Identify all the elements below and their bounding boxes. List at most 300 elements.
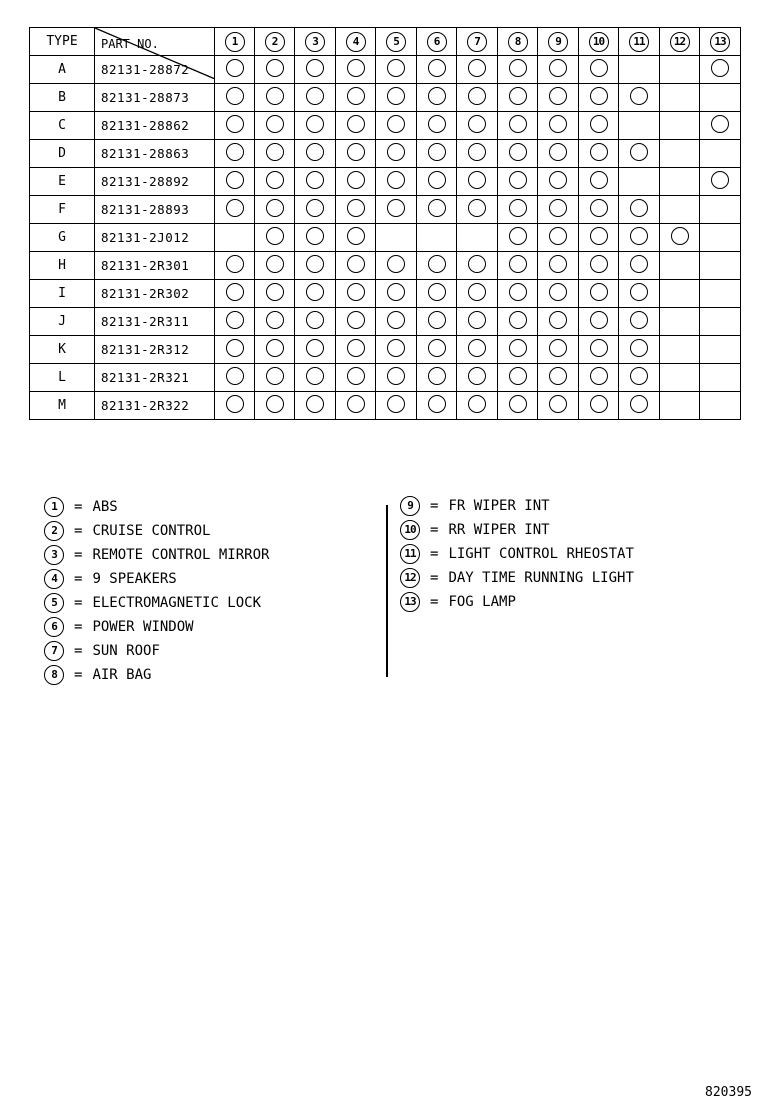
applicable-circle-icon [266, 367, 284, 385]
applicable-circle-icon [509, 367, 527, 385]
applicable-circle-icon [347, 395, 365, 413]
option-cell [417, 336, 457, 364]
option-cell [457, 224, 498, 252]
option-cell [417, 252, 457, 280]
applicable-circle-icon [306, 115, 324, 133]
option-cell [538, 196, 579, 224]
applicable-circle-icon [549, 143, 567, 161]
option-cell [619, 140, 660, 168]
option-cell [336, 84, 376, 112]
legend-item [400, 542, 634, 566]
option-cell [700, 112, 741, 140]
applicable-circle-icon [630, 283, 648, 301]
applicable-circle-icon [266, 171, 284, 189]
option-number-icon: 3 [305, 32, 325, 52]
option-cell [295, 280, 336, 308]
applicable-circle-icon [266, 115, 284, 133]
applicable-circle-icon [387, 143, 405, 161]
figure-code: 820395 [705, 1085, 752, 1100]
applicable-circle-icon [226, 311, 244, 329]
applicable-circle-icon [387, 59, 405, 77]
applicable-circle-icon [468, 339, 486, 357]
option-header-10 [579, 28, 619, 56]
applicable-circle-icon [549, 311, 567, 329]
applicable-circle-icon [266, 143, 284, 161]
option-cell [376, 336, 417, 364]
option-cell [498, 280, 538, 308]
applicable-circle-icon [590, 255, 608, 273]
option-cell [660, 364, 700, 392]
legend-label: AIR BAG [92, 667, 152, 683]
applicable-circle-icon [347, 143, 365, 161]
applicable-circle-icon [387, 311, 405, 329]
legend-label: ABS [92, 499, 118, 515]
option-cell [376, 56, 417, 84]
option-cell [215, 252, 255, 280]
option-cell [295, 392, 336, 420]
option-cell [660, 252, 700, 280]
option-header-1 [215, 28, 255, 56]
option-cell [579, 112, 619, 140]
applicable-circle-icon [266, 395, 284, 413]
option-cell [376, 112, 417, 140]
legend-item [400, 494, 634, 518]
option-cell [700, 56, 741, 84]
option-cell [619, 280, 660, 308]
applicable-circle-icon [226, 339, 244, 357]
applicable-circle-icon [387, 115, 405, 133]
table-row [30, 196, 741, 224]
applicable-circle-icon [590, 171, 608, 189]
option-cell [255, 84, 295, 112]
legend-divider [386, 505, 388, 677]
option-cell [417, 224, 457, 252]
option-cell [498, 392, 538, 420]
option-cell [700, 224, 741, 252]
applicable-circle-icon [306, 395, 324, 413]
applicable-circle-icon [549, 171, 567, 189]
applicable-circle-icon [428, 367, 446, 385]
option-cell [660, 280, 700, 308]
option-cell [619, 392, 660, 420]
applicable-circle-icon [387, 339, 405, 357]
option-number-icon: 8 [44, 665, 64, 685]
applicable-circle-icon [428, 255, 446, 273]
option-cell [295, 364, 336, 392]
applicable-circle-icon [306, 171, 324, 189]
option-number-icon: 7 [44, 641, 64, 661]
equals-sign: = [74, 595, 83, 611]
option-cell [376, 196, 417, 224]
equals-sign: = [74, 667, 83, 683]
option-cell [660, 392, 700, 420]
part-no-header [95, 28, 215, 56]
type-cell: E [30, 168, 95, 196]
option-cell [255, 140, 295, 168]
option-number-icon: 5 [386, 32, 406, 52]
applicable-circle-icon [347, 59, 365, 77]
part-number-cell: 82131-2R312 [95, 336, 215, 364]
part-number-cell: 82131-28863 [95, 140, 215, 168]
option-header-5 [376, 28, 417, 56]
option-cell [417, 112, 457, 140]
part-number-cell: 82131-28892 [95, 168, 215, 196]
option-cell [336, 168, 376, 196]
option-cell [579, 84, 619, 112]
table-row [30, 112, 741, 140]
option-cell [579, 308, 619, 336]
applicable-circle-icon [428, 115, 446, 133]
applicable-circle-icon [468, 143, 486, 161]
applicable-circle-icon [590, 143, 608, 161]
option-number-icon: 6 [44, 617, 64, 637]
applicable-circle-icon [387, 367, 405, 385]
option-cell [498, 56, 538, 84]
option-cell [336, 56, 376, 84]
option-cell [215, 168, 255, 196]
option-cell [255, 308, 295, 336]
option-cell [538, 112, 579, 140]
option-cell [619, 196, 660, 224]
option-cell [215, 392, 255, 420]
option-cell [255, 392, 295, 420]
legend-label: DAY TIME RUNNING LIGHT [448, 570, 634, 586]
applicable-circle-icon [468, 311, 486, 329]
option-cell [498, 168, 538, 196]
equals-sign: = [74, 571, 83, 587]
applicable-circle-icon [509, 115, 527, 133]
option-cell [255, 364, 295, 392]
option-cell [215, 280, 255, 308]
option-number-icon: 12 [400, 568, 420, 588]
option-cell [376, 84, 417, 112]
option-cell [700, 140, 741, 168]
equals-sign: = [430, 546, 439, 562]
legend-item [44, 495, 269, 519]
option-cell [700, 196, 741, 224]
table-row [30, 168, 741, 196]
option-number-icon: 10 [589, 32, 609, 52]
option-cell [215, 140, 255, 168]
option-cell [457, 112, 498, 140]
applicable-circle-icon [549, 59, 567, 77]
option-cell [498, 140, 538, 168]
applicable-circle-icon [630, 311, 648, 329]
option-number-icon: 4 [346, 32, 366, 52]
option-cell [579, 196, 619, 224]
option-header-13 [700, 28, 741, 56]
option-cell [619, 168, 660, 196]
applicable-circle-icon [509, 87, 527, 105]
option-cell [336, 280, 376, 308]
legend-label: CRUISE CONTROL [92, 523, 211, 539]
option-cell [498, 308, 538, 336]
type-cell: A [30, 56, 95, 84]
applicable-circle-icon [428, 171, 446, 189]
type-cell: H [30, 252, 95, 280]
applicable-circle-icon [387, 395, 405, 413]
option-cell [417, 56, 457, 84]
option-number-icon: 8 [508, 32, 528, 52]
type-cell: J [30, 308, 95, 336]
applicable-circle-icon [226, 283, 244, 301]
type-cell: D [30, 140, 95, 168]
applicable-circle-icon [630, 255, 648, 273]
applicable-circle-icon [347, 171, 365, 189]
applicable-circle-icon [306, 143, 324, 161]
option-cell [215, 84, 255, 112]
option-cell [660, 224, 700, 252]
option-cell [538, 224, 579, 252]
option-header-7 [457, 28, 498, 56]
applicable-circle-icon [428, 339, 446, 357]
legend-label: REMOTE CONTROL MIRROR [92, 547, 270, 563]
option-cell [538, 364, 579, 392]
option-header-8 [498, 28, 538, 56]
option-cell [215, 336, 255, 364]
option-cell [579, 224, 619, 252]
applicable-circle-icon [347, 367, 365, 385]
option-header-4 [336, 28, 376, 56]
equals-sign: = [430, 570, 439, 586]
type-cell: B [30, 84, 95, 112]
applicable-circle-icon [226, 143, 244, 161]
option-cell [700, 308, 741, 336]
applicable-circle-icon [590, 115, 608, 133]
option-cell [255, 196, 295, 224]
part-no-label: PART NO. [101, 37, 159, 51]
option-cell [498, 84, 538, 112]
option-cell [336, 196, 376, 224]
option-cell [538, 336, 579, 364]
option-cell [336, 252, 376, 280]
option-number-icon: 12 [670, 32, 690, 52]
option-cell [215, 308, 255, 336]
option-cell [336, 224, 376, 252]
part-number-cell: 82131-28873 [95, 84, 215, 112]
equals-sign: = [430, 498, 439, 514]
option-cell [255, 56, 295, 84]
applicable-circle-icon [468, 395, 486, 413]
equals-sign: = [430, 594, 439, 610]
option-cell [215, 196, 255, 224]
option-cell [700, 280, 741, 308]
option-cell [215, 224, 255, 252]
applicable-circle-icon [387, 171, 405, 189]
option-cell [457, 168, 498, 196]
option-cell [538, 168, 579, 196]
option-cell [295, 336, 336, 364]
option-number-icon: 2 [44, 521, 64, 541]
applicable-circle-icon [630, 367, 648, 385]
legend-label: SUN ROOF [92, 643, 160, 659]
part-number-cell: 82131-2R301 [95, 252, 215, 280]
type-cell: F [30, 196, 95, 224]
applicable-circle-icon [509, 339, 527, 357]
applicable-circle-icon [306, 339, 324, 357]
applicable-circle-icon [347, 199, 365, 217]
option-cell [498, 112, 538, 140]
option-cell [700, 364, 741, 392]
equals-sign: = [74, 619, 83, 635]
option-cell [255, 224, 295, 252]
option-cell [336, 140, 376, 168]
applicable-circle-icon [549, 395, 567, 413]
option-cell [619, 308, 660, 336]
option-cell [660, 84, 700, 112]
option-cell [538, 308, 579, 336]
applicable-circle-icon [266, 199, 284, 217]
option-header-3 [295, 28, 336, 56]
option-cell [498, 336, 538, 364]
applicable-circle-icon [428, 59, 446, 77]
option-cell [700, 168, 741, 196]
option-cell [336, 112, 376, 140]
equals-sign: = [74, 643, 83, 659]
option-cell [215, 112, 255, 140]
option-cell [295, 196, 336, 224]
option-cell [376, 308, 417, 336]
option-cell [457, 196, 498, 224]
applicable-circle-icon [306, 367, 324, 385]
option-cell [295, 252, 336, 280]
option-cell [538, 84, 579, 112]
option-header-9 [538, 28, 579, 56]
option-cell [538, 252, 579, 280]
option-cell [579, 280, 619, 308]
option-cell [295, 168, 336, 196]
option-cell [376, 252, 417, 280]
legend-item [44, 519, 269, 543]
option-number-icon: 11 [629, 32, 649, 52]
applicable-circle-icon [630, 227, 648, 245]
option-cell [660, 196, 700, 224]
legend-item [44, 639, 269, 663]
legend-label: 9 SPEAKERS [92, 571, 177, 587]
option-cell [417, 196, 457, 224]
option-cell [498, 252, 538, 280]
option-number-icon: 13 [710, 32, 730, 52]
applicable-circle-icon [509, 199, 527, 217]
applicable-circle-icon [590, 87, 608, 105]
applicable-circle-icon [347, 255, 365, 273]
option-cell [579, 364, 619, 392]
option-cell [457, 336, 498, 364]
applicable-circle-icon [306, 283, 324, 301]
applicable-circle-icon [590, 395, 608, 413]
option-cell [295, 84, 336, 112]
option-cell [700, 84, 741, 112]
applicable-circle-icon [590, 283, 608, 301]
applicable-circle-icon [306, 311, 324, 329]
applicable-circle-icon [509, 59, 527, 77]
option-cell [255, 252, 295, 280]
part-number-cell: 82131-2J012 [95, 224, 215, 252]
option-cell [295, 224, 336, 252]
applicable-circle-icon [347, 339, 365, 357]
applicable-circle-icon [266, 255, 284, 273]
applicable-circle-icon [428, 283, 446, 301]
applicable-circle-icon [266, 87, 284, 105]
applicable-circle-icon [266, 311, 284, 329]
option-cell [457, 392, 498, 420]
applicable-circle-icon [590, 367, 608, 385]
applicable-circle-icon [468, 199, 486, 217]
legend-item [44, 543, 269, 567]
option-cell [660, 308, 700, 336]
option-cell [457, 56, 498, 84]
applicable-circle-icon [266, 339, 284, 357]
option-cell [660, 56, 700, 84]
table-row [30, 364, 741, 392]
applicable-circle-icon [428, 143, 446, 161]
option-cell [417, 168, 457, 196]
equals-sign: = [74, 523, 83, 539]
applicable-circle-icon [387, 283, 405, 301]
option-cell [336, 336, 376, 364]
option-cell [619, 112, 660, 140]
applicable-circle-icon [711, 59, 729, 77]
applicable-circle-icon [630, 87, 648, 105]
parts-table [29, 27, 741, 420]
option-number-icon: 1 [225, 32, 245, 52]
applicable-circle-icon [266, 227, 284, 245]
option-cell [295, 56, 336, 84]
legend-left [44, 495, 269, 687]
option-number-icon: 1 [44, 497, 64, 517]
legend-label: FOG LAMP [448, 594, 516, 610]
applicable-circle-icon [509, 311, 527, 329]
applicable-circle-icon [266, 283, 284, 301]
applicable-circle-icon [711, 171, 729, 189]
applicable-circle-icon [509, 255, 527, 273]
option-cell [700, 392, 741, 420]
part-number-cell: 82131-2R311 [95, 308, 215, 336]
applicable-circle-icon [306, 59, 324, 77]
applicable-circle-icon [509, 283, 527, 301]
option-cell [376, 280, 417, 308]
option-number-icon: 2 [265, 32, 285, 52]
option-cell [660, 140, 700, 168]
option-cell [538, 280, 579, 308]
applicable-circle-icon [549, 199, 567, 217]
table-row [30, 140, 741, 168]
applicable-circle-icon [387, 87, 405, 105]
applicable-circle-icon [226, 199, 244, 217]
option-cell [376, 140, 417, 168]
option-header-2 [255, 28, 295, 56]
option-cell [457, 84, 498, 112]
option-cell [376, 364, 417, 392]
option-cell [579, 140, 619, 168]
option-cell [417, 140, 457, 168]
option-cell [579, 392, 619, 420]
applicable-circle-icon [468, 255, 486, 273]
applicable-circle-icon [590, 339, 608, 357]
legend-right [400, 494, 634, 614]
part-number-cell: 82131-2R321 [95, 364, 215, 392]
applicable-circle-icon [306, 227, 324, 245]
applicable-circle-icon [468, 115, 486, 133]
legend-item [44, 567, 269, 591]
option-cell [498, 364, 538, 392]
applicable-circle-icon [226, 171, 244, 189]
applicable-circle-icon [347, 87, 365, 105]
applicable-circle-icon [590, 227, 608, 245]
option-header-11 [619, 28, 660, 56]
applicable-circle-icon [468, 171, 486, 189]
table-row [30, 224, 741, 252]
